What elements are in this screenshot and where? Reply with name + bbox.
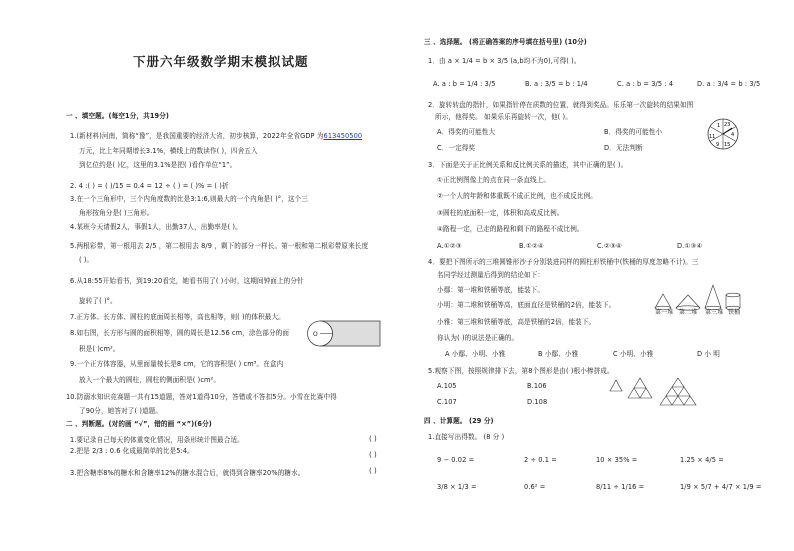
q6-line-2: 旋转了( )°。: [79, 297, 117, 305]
cone-1: [655, 294, 671, 308]
calc-title: 1.直接写出得数。 (8 分 ): [428, 433, 505, 441]
bucket: [726, 293, 740, 297]
q3-line-2: 角形按角分是( )三角形。: [79, 209, 154, 217]
choice-2-option-b[interactable]: B．得奖的可能性小: [604, 128, 663, 136]
calc-1: 9 − 0.02 =: [437, 456, 475, 464]
q2: 2. 4 :( ) = ( )/15 = 0.4 = 12 ÷ ( ) = ( )% = ( )折: [70, 182, 229, 190]
choice-1-option-a[interactable]: A. a : b = 1/4 : 3/5: [433, 80, 496, 88]
center-label: O: [313, 331, 318, 338]
choice-4-claim-3: 小雅：第三堆和铁桶等底，高是铁桶的2倍，能装下。: [437, 318, 596, 326]
choice-3-option-c[interactable]: C.②③④: [597, 242, 622, 250]
choice-2-line-1: 2．旋转转盘的指针，如果指针停在质数的位置，就得到奖品。乐乐第一次旋转的结果如图: [428, 101, 694, 109]
section-4-header: 四 、计算题。 (29 分): [424, 417, 494, 425]
choice-5: 5.观察下图，按照规律排下去，第8个图形是由( )根小棒拼成。: [428, 367, 614, 375]
calc-7: 8/11 ÷ 1/16 =: [596, 483, 645, 491]
fig-label-1: 第一堆: [655, 309, 674, 316]
q6-line-1: 6.从18:55开始看书，到19:20看完，她看书用了( )小时，这期间钟面上的分针: [70, 277, 304, 285]
choice-3-option-b[interactable]: B.①②④: [519, 242, 544, 250]
choice-4-line-1: 4．要把下图所示的三堆圆锥形沙子分别装进同样的圆柱形铁桶中(铁桶的厚度忽略不计)。三: [428, 258, 699, 266]
q1-line-3: 到亿位约是( )亿，这里的3.1%是把( )看作单位“1”。: [79, 161, 237, 169]
choice-4-claim-2: 小明：第二堆和铁桶等高，底面直径是铁桶的2倍，能装下。: [437, 301, 616, 309]
choice-4-option-c[interactable]: C 小明、小雅: [613, 350, 654, 358]
calc-3: 10 × 35% =: [596, 456, 638, 464]
pattern-3: [660, 378, 696, 405]
judge-2-answer[interactable]: ( ): [369, 451, 377, 459]
section-3-header: 三 、选择题。 (将正确答案的序号填在括号里) (10分): [424, 38, 587, 46]
choice-3-option-a[interactable]: A.①②③: [437, 242, 462, 250]
choice-3-item-1: ①正比例图像上的点在同一条直线上。: [437, 176, 551, 184]
choice-3-item-4: ④路程一定，已走的路程和剩下的路程不成比例。: [437, 225, 584, 233]
calc-2: 2 ÷ 0.1 =: [524, 456, 557, 464]
q4: 4.某班今天请假2人，事假1人，出勤37人，出勤率是( )。: [70, 223, 242, 231]
calc-5: 3/8 × 1/3 =: [437, 483, 477, 491]
q2-body: 4 :( ) = ( )/15 = 0.4 = 12 ÷ ( ) = ( )% = ( )折: [78, 182, 229, 190]
judge-2: 2.把是 2/3 : 0.6 化成最简单的比是5:4。: [70, 447, 194, 455]
choice-5-option-b[interactable]: B.106: [527, 382, 547, 390]
choice-1-option-c[interactable]: C. a : b = 3/5 : 4: [617, 80, 674, 88]
spinner-number: 11: [709, 134, 716, 140]
spinner-number: 1: [717, 123, 721, 129]
choice-3-option-d[interactable]: D.①③④: [677, 242, 703, 250]
section-2-header: 二 、判断题。(对的画 “√”，错的画 “×”)(6分): [66, 420, 212, 428]
spinner-number: 23: [724, 122, 731, 128]
choice-4-line-2: 名同学经过测量后得到的结论如下：: [437, 271, 545, 279]
spinner-number: 15: [724, 142, 731, 148]
calc-4: 1.25 × 4/5 =: [680, 456, 724, 464]
choice-4-claim-1: 小鄢：第一堆和铁桶等底，能装下。: [437, 286, 545, 294]
fig-label-4: 铁桶: [728, 309, 741, 316]
choice-2-option-a[interactable]: A．得奖的可能性大: [437, 128, 496, 136]
cone-3: [705, 285, 721, 308]
choice-3-item-3: ③圆柱的底面积一定，体积和高成反比例。: [437, 209, 564, 217]
choice-2-line-2: 所示，他得奖。 如果乐乐再旋转一次，他( )。: [435, 113, 572, 121]
calc-6: 0.6² =: [524, 483, 546, 491]
fig-label-3: 第三堆: [705, 309, 724, 316]
pattern-1: [610, 380, 622, 391]
page-title: 下册六年级数学期末模拟试题: [133, 54, 309, 69]
q8-line-1: 8.如右图，长方形与圆的面积相等，圆的周长是12.56 cm，涂色部分的面: [70, 329, 290, 337]
judge-1-answer[interactable]: ( ): [369, 435, 377, 443]
choice-3-item-2: ②一个人的年龄和体重既不成正比例，也不成反比例。: [437, 192, 597, 200]
q8-line-2: 积是( )cm²。: [79, 345, 120, 353]
judge-3-answer[interactable]: ( ): [369, 467, 377, 475]
q3-line-1: 3.在一个三角形中，三个内角度数的比是3:1:6,则最大的一个内角是( )°，这个三: [70, 195, 308, 203]
calc-8: 1/9 × 5/7 + 4/7 × 1/9 =: [680, 483, 762, 491]
judge-3: 3.把含糖率8%的糖水和含糖率12%的糖水混合后，就得到含糖率20%的糖水。: [70, 469, 305, 477]
choice-4-option-a[interactable]: A 小鄢、小明、小雅: [445, 350, 506, 358]
q9-line-2: 放入一个最大的圆柱，圆柱的侧面积是( )cm²。: [79, 376, 221, 384]
choice-5-option-a[interactable]: A.105: [437, 382, 457, 390]
judge-1: 1.要记录自己每天的体重变化情况，用条形统计图最合适。: [70, 436, 244, 444]
choice-1: 1．由 a × 1/4 = b × 3/5 (a,b均不为0),可得( )。: [428, 57, 581, 65]
choice-2-option-d[interactable]: D．无法判断: [604, 144, 643, 152]
spinner-number: 4: [731, 132, 735, 138]
q5-line-1: 5.两根彩带，第一根用去 2/5 ，第二根用去 8/9 ，剩下的部分一样长。第一根和第二根彩带原来长度: [70, 242, 369, 250]
spinner-icon: [706, 117, 740, 151]
q1-line-2: 万元，比上年同期增长3.1%，横线上的数读作( )，四舍五入: [79, 147, 258, 155]
choice-5-option-d[interactable]: D.108: [527, 398, 548, 406]
q1-line-1: 1.(新材料)河南，简称“豫”，是我国重要的经济大省，初步核算，2022年全省GDP 为613450500: [70, 132, 363, 140]
choice-3: 3．下面是关于正比例关系和反比例关系的描述，其中正确的是( )。: [428, 161, 628, 169]
q5-line-2: ( )。: [79, 256, 94, 264]
choice-4-option-b[interactable]: B 小鄢、小雅: [538, 350, 579, 358]
q10-line-2: 了90分，她答对了( )道题。: [79, 407, 163, 415]
gdp-number: 613450500: [323, 132, 363, 140]
choice-4-question: 你认为( )的说法是正确的。: [437, 334, 519, 342]
q9-line-1: 9.一个正方体容器，从里面量棱长是8 cm，它的容积是( ) cm³。在盒内: [70, 360, 284, 368]
triangle-pattern-figure: [608, 378, 708, 406]
choice-2-option-c[interactable]: C．一定得奖: [437, 144, 476, 152]
q8-figure: [308, 316, 383, 350]
choice-1-option-b[interactable]: B. a : 3/5 = b : 1/4: [525, 80, 588, 88]
choice-1-option-d[interactable]: D. a : 3/4 = b : 3/5: [697, 80, 761, 88]
pattern-2: [628, 378, 652, 398]
fig-label-2: 第二堆: [679, 309, 698, 316]
choice-5-option-c[interactable]: C.107: [437, 398, 457, 406]
q7: 7.正方体、长方体、圆柱的底面周长相等，高也相等，则( )的体积最大。: [70, 313, 285, 321]
section-1-header: 一 、填空题。(每空1分，共19分): [66, 112, 170, 120]
choice-4-option-d[interactable]: D 小 明: [697, 350, 720, 358]
q10-line-1: 10.防溺水知识竞赛题一共有15道题，答对1道得10分，答错或不答扣5分。小雪在比赛中得: [66, 393, 337, 401]
spinner-number: 9: [716, 142, 720, 148]
